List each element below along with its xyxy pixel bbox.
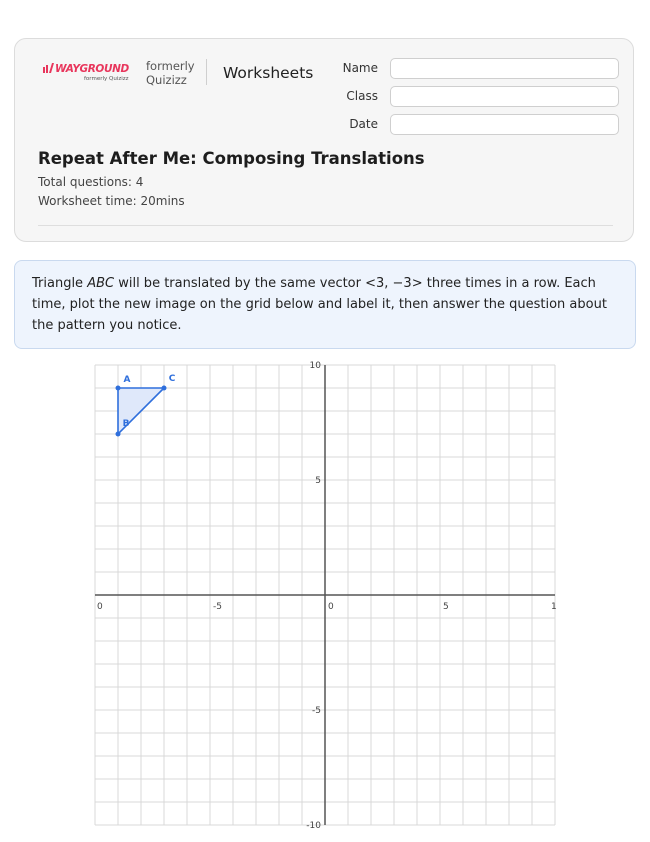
vertex-label-b: B: [122, 419, 130, 429]
total-questions: Total questions: 4: [38, 175, 144, 189]
logo-text: WAYGROUND: [55, 63, 129, 75]
triangle-abc: [116, 374, 176, 437]
tick-labels: [97, 361, 557, 831]
wayground-logo: [43, 63, 133, 87]
formerly-quizizz-label: formerly Quizizz: [146, 59, 195, 87]
x-tick-label: 5: [443, 602, 449, 612]
header-divider: [206, 59, 207, 85]
x-tick-label: 0: [328, 602, 334, 612]
x-tick-label: 0: [97, 602, 103, 612]
name-field[interactable]: [390, 58, 619, 79]
brand-title: Worksheets: [223, 64, 314, 82]
wayground-logo-icon: [43, 63, 55, 75]
vertex-point-b: [116, 432, 121, 437]
date-label: Date: [349, 117, 378, 131]
y-tick-label: 5: [315, 476, 321, 486]
name-label: Name: [342, 61, 378, 75]
y-tick-label: -10: [306, 821, 321, 831]
triangle-name: ABC: [87, 276, 115, 291]
x-tick-label: 1: [551, 602, 557, 612]
y-tick-label: -5: [312, 706, 321, 716]
class-label: Class: [346, 89, 378, 103]
question-card: [14, 260, 636, 349]
logo-subtext: formerly Quizizz: [84, 76, 129, 82]
question-text: Triangle ABC will be translated by the same vector <3, −3> three times in a row. Each time, plot the new image on the grid below and label it, then answer the question about the pattern you notice.: [32, 276, 607, 333]
worksheet-time: Worksheet time: 20mins: [38, 194, 185, 208]
coordinate-grid[interactable]: [94, 361, 557, 831]
x-tick-label: -5: [213, 602, 222, 612]
date-field[interactable]: [390, 114, 619, 135]
vertex-point-c: [162, 386, 167, 391]
worksheet-title: Repeat After Me: Composing Translations: [38, 149, 425, 168]
class-field[interactable]: [390, 86, 619, 107]
vertex-label-a: A: [123, 375, 131, 385]
vertex-point-a: [116, 386, 121, 391]
y-tick-label: 10: [309, 361, 321, 371]
header-bottom-divider: [38, 225, 613, 226]
vertex-label-c: C: [168, 374, 176, 384]
worksheet-header: [14, 38, 634, 242]
